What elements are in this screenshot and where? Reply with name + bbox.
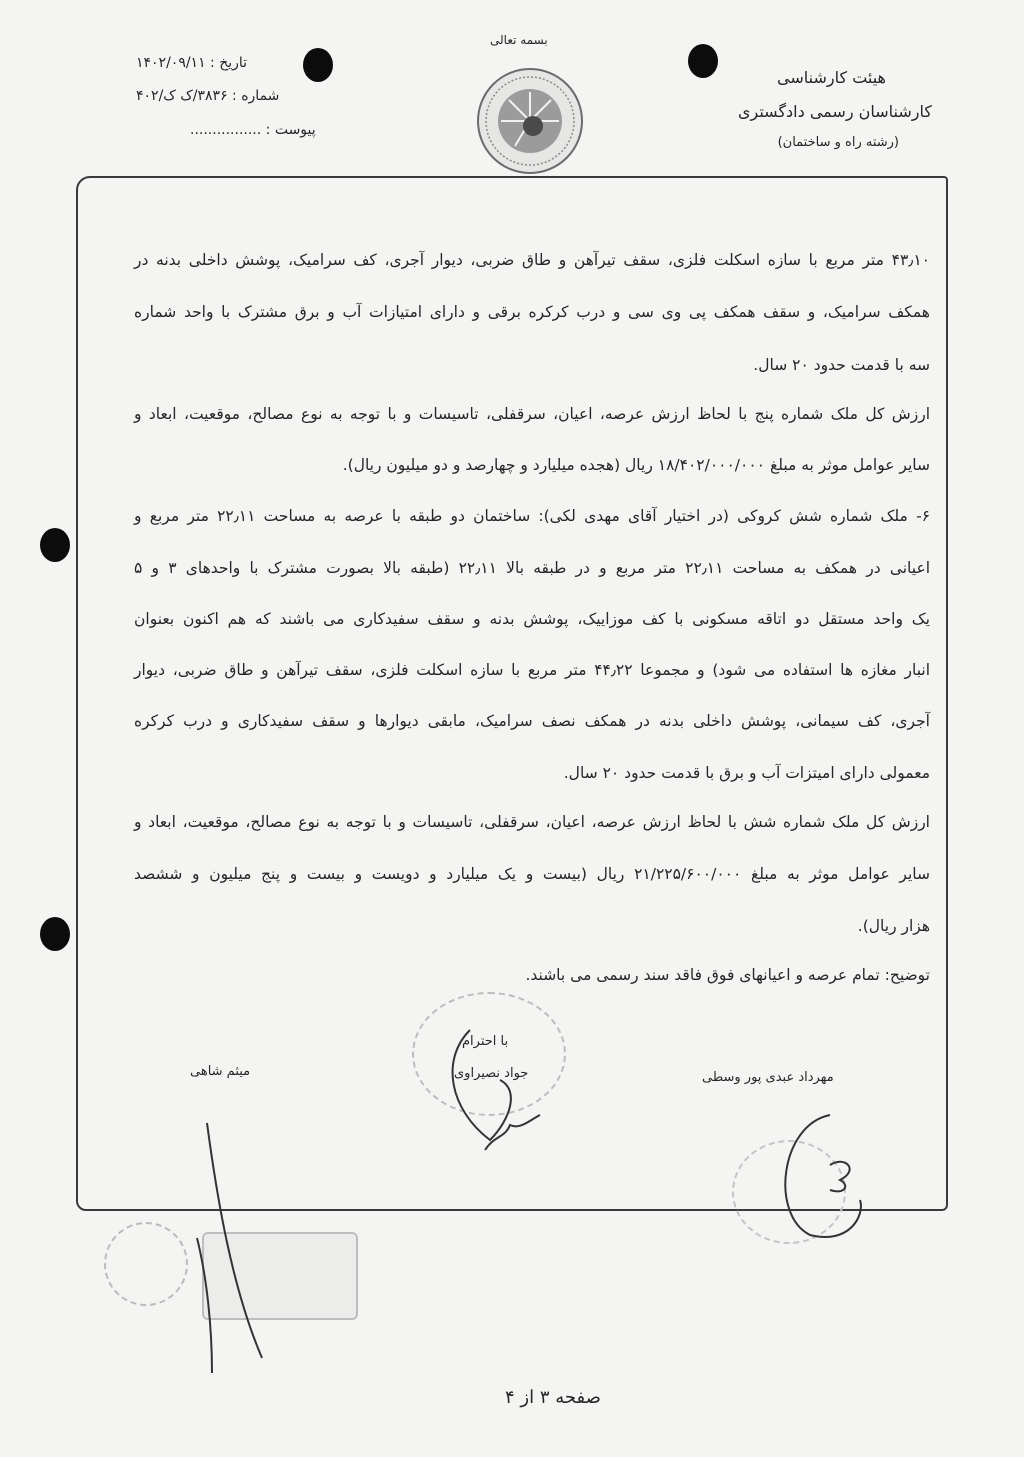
date-value: ۱۴۰۲/۰۹/۱۱ (136, 55, 206, 71)
body-line: ارزش کل ملک شماره پنج با لحاظ ارزش عرصه، اعیان، سرقفلی، تاسیسات و با توجه به نوع مصالح، موقعیت، ابعاد و (134, 405, 930, 423)
date-label: تاریخ : (210, 55, 248, 71)
number-value: ۳۸۳۶/ک ک/۴۰۲ (136, 88, 228, 104)
note-line: توضیح: تمام عرصه و اعیانهای فوق فاقد سند رسمی می باشند. (525, 966, 930, 984)
punch-hole-lower (40, 917, 70, 951)
signatory-right-name: مهرداد عبدی پور وسطی (702, 1070, 834, 1085)
body-line: ۴۳٫۱۰ متر مربع با سازه اسکلت فلزی، سقف تیرآهن و طاق ضربی، دیوار آجری، کف سرامیک، پوشش داخلی بدنه در (134, 251, 930, 269)
closing-regards: با احترام (462, 1034, 509, 1049)
body-line: سایر عوامل موثر به مبلغ ۲۱/۲۲۵/۶۰۰/۰۰۰ ریال (بیست و یک میلیارد و دویست و بیست و پنج میلیون و ششصد (134, 865, 930, 883)
org-title: هیئت کارشناسی (777, 68, 886, 87)
signature-center (430, 1020, 570, 1160)
body-line: آجری، کف سیمانی، پوشش داخلی بدنه در همکف نصف سرامیک، مابقی دیوارها و سقف سفیدکاری و درب کرکره (134, 712, 930, 730)
page-note: صفحه ۳ از ۴ (505, 1387, 601, 1408)
body-line: انبار مغازه ها استفاده می شود) و مجموعا ۴۴٫۲۲ متر مربع با سازه اسکلت فلزی، سقف تیرآهن و طاق ضربی، دیوار (134, 661, 930, 679)
body-line: معمولی دارای امیتزات آب و برق با قدمت حدود ۲۰ سال. (563, 764, 930, 782)
punch-hole-top-left (303, 48, 333, 82)
body-line: یک واحد مستقل دو اتاقه مسکونی با کف موزاییک، پوشش بدنه و سقف سفیدکاری می باشند که هم اکنون بعنوان (134, 610, 930, 628)
body-line: هزار ریال). (857, 917, 930, 935)
body-line: ارزش کل ملک شماره شش با لحاظ ارزش عرصه، اعیان، سرقفلی، تاسیسات و با توجه به نوع مصالح، موقعیت، ابعاد و (134, 813, 930, 831)
left-seal (104, 1222, 188, 1306)
attachment-row (190, 122, 316, 138)
signatory-left-name: میثم شاهی (190, 1064, 251, 1079)
body-line: همکف سرامیک، و سقف همکف پی وی سی و درب کرکره برقی و دارای امتیازات آب و برق مشترک با واحد شماره (134, 303, 930, 321)
org-subtitle: کارشناسان رسمی دادگستری (737, 102, 932, 121)
body-line: سایر عوامل موثر به مبلغ ۱۸/۴۰۲/۰۰۰/۰۰۰ ریال (هجده میلیارد و چهارصد و دو میلیون ریال). (342, 456, 930, 474)
number-row (136, 88, 279, 104)
date-row (136, 55, 247, 71)
punch-hole-mid (40, 528, 70, 562)
basmala: بسمه تعالی (490, 33, 548, 47)
signature-right (770, 1105, 890, 1245)
signatory-center-name: جواد نصیراوی (454, 1066, 529, 1081)
body-line: اعیانی در همکف به مساحت ۲۲٫۱۱ متر مربع و در طبقه بالا ۲۲٫۱۱ (طبقه بالا بصورت مشترک با واحدهای ۳ و ۵ (134, 559, 931, 577)
attachment-value: ................ (190, 122, 262, 138)
attachment-label: پیوست : (265, 122, 316, 138)
body-line: سه با قدمت حدود ۲۰ سال. (753, 356, 930, 374)
number-label: شماره : (232, 88, 280, 104)
body-line: ۶- ملک شماره شش کروکی (در اختیار آقای مهدی لکی): ساختمان دو طبقه با عرصه به مساحت ۲۲٫۱۱ متر مربع و (134, 507, 931, 525)
signature-left (192, 1118, 272, 1378)
punch-hole-top-right (688, 44, 718, 78)
org-field: (رشته راه و ساختمان) (777, 135, 899, 150)
emblem-logo (475, 66, 585, 176)
